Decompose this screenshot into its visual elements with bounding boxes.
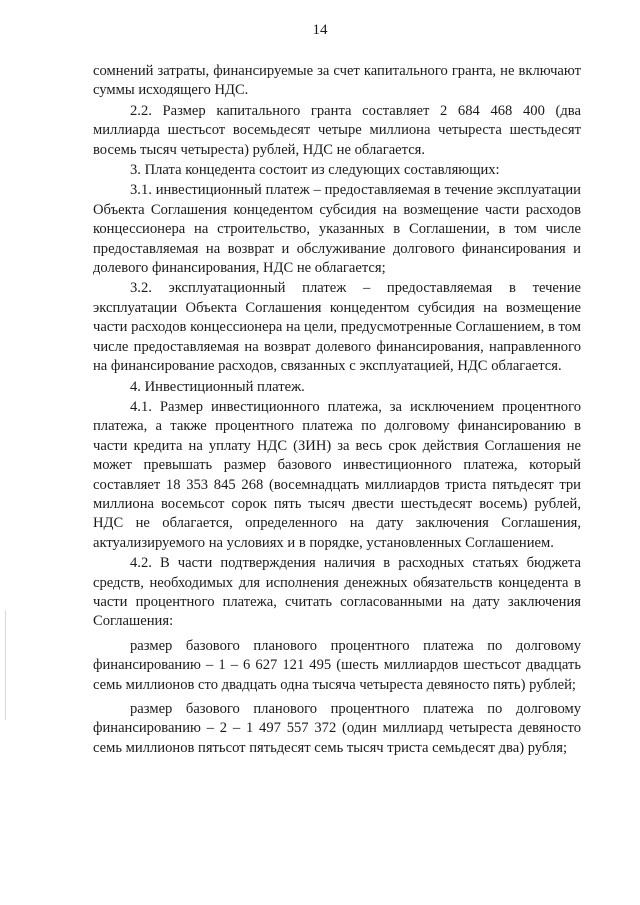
paragraph-2-2: 2.2. Размер капитального гранта составляет 2 684 468 400 (два миллиарда шестьсот восемьдесят четыре миллиона четыреста шестьдесят восемь тысяч четыреста) рублей, НДС не облагается. — [93, 102, 581, 158]
paragraph-3-1: 3.1. инвестиционный платеж – предоставляемая в течение эксплуатации Объекта Соглашения концедентом субсидия на возмещение части расходов концессионера на строительство, указанных в Соглашении, в том числе предоставляемая на возврат и обслуживание долгового финансирования и долевого финансирования, НДС не облагается; — [93, 182, 581, 277]
paragraph-4-2: 4.2. В части подтверждения наличия в расходных статьях бюджета средств, необходимых для исполнения денежных обязательств концедента в части процентного платежа, считать согласованными на дату заключения Соглашения: — [93, 555, 581, 630]
paragraph-3-2: 3.2. эксплуатационный платеж – предоставляемая в течение эксплуатации Объекта Соглашения концедентом субсидия на возмещение части расходов концессионера на цели, предусмотренные Соглашением, в том числе предоставляемая на возврат долевого финансирования, направленного на финансирование расходов, связанных с эксплуатацией, НДС облагается. — [93, 280, 581, 375]
paragraph-continuation: сомнений затраты, финансируемые за счет капитального гранта, не включают суммы исходящего НДС. — [93, 63, 581, 99]
paragraph-interest-2: размер базового планового процентного платежа по долговому финансированию – 2 – 1 497 557 372 (один миллиард четыреста девяносто семь миллионов пятьсот пятьдесят семь тысяч триста семьдесят два) рубля; — [93, 701, 581, 756]
paragraph-4: 4. Инвестиционный платеж. — [130, 378, 305, 395]
document-body — [93, 62, 581, 759]
page-number: 14 — [312, 22, 328, 38]
paragraph-interest-1: размер базового планового процентного платежа по долговому финансированию – 1 – 6 627 121 495 (шесть миллиардов шестьсот двадцать семь миллионов сто двадцать одна тысяча четыреста девяносто пять) рублей; — [93, 637, 581, 693]
paragraph-3: 3. Плата концедента состоит из следующих составляющих: — [130, 162, 500, 179]
paragraph-4-1: 4.1. Размер инвестиционного платежа, за исключением процентного платежа, а также процентного платежа по долговому финансированию в части кредита на уплату НДС (ЗИН) за весь срок действия Соглашения не может превышать размер базового инвестиционного платежа, который составляет 18 353 845 268 (восемнадцать миллиардов триста пятьдесят три миллиона восемьсот сорок пять тысяч двести шестьдесят восемь) рублей, НДС не облагается, определенного на дату заключения Соглашения, актуализируемого на условиях и в порядке, установленных Соглашением. — [93, 398, 581, 551]
scan-edge-line — [5, 610, 6, 720]
